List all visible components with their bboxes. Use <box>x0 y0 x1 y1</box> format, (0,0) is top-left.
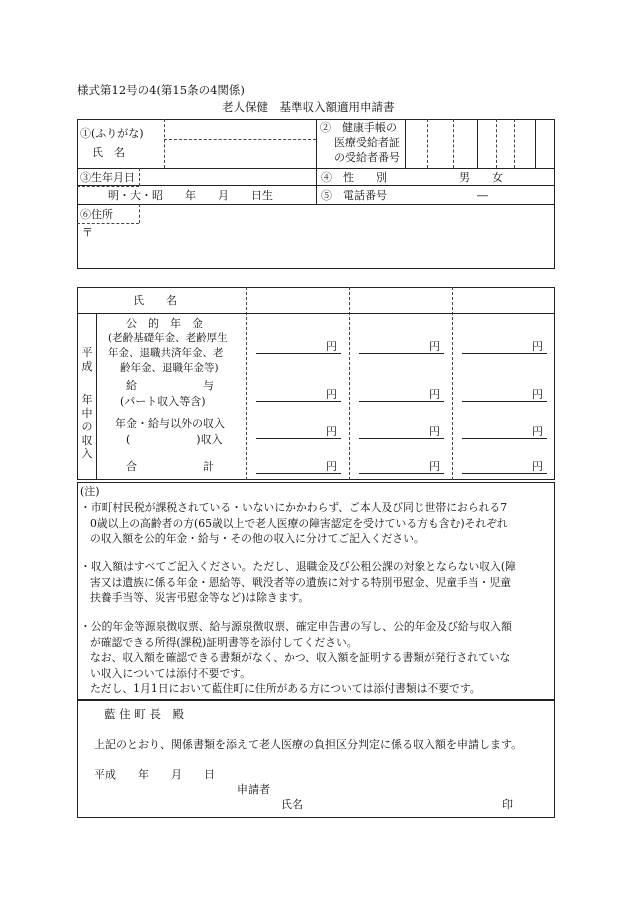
seal-mark: 印 <box>502 798 513 811</box>
application-body: 上記のとおり、関係書類を添えて老人医療の負担区分判定に係る収入額を申請します。 <box>94 738 523 751</box>
address-label: ⑥住所 <box>80 208 113 221</box>
other-income-desc: ( )収入 <box>126 433 223 446</box>
yen-pension-3: 円 <box>532 340 543 353</box>
sex-label: ④ 性 別 <box>321 171 387 184</box>
birth-value: 明・大・昭 年 月 日生 <box>108 189 273 202</box>
pension-desc-1: (老齢基礎年金、老齢厚生 <box>108 332 228 344</box>
phone-label: ⑤ 電話番号 <box>321 189 387 202</box>
yen-other-2: 円 <box>429 425 440 438</box>
yen-pension-2: 円 <box>429 340 440 353</box>
pension-label: 公 的 年 金 <box>126 317 203 330</box>
yen-total-2: 円 <box>429 460 440 473</box>
notes-heading: (注) <box>80 485 100 498</box>
salary-desc: (パート収入等含) <box>120 395 206 408</box>
sex-options: 男 女 <box>459 171 503 184</box>
yen-salary-1: 円 <box>326 388 337 401</box>
total-label: 合 計 <box>126 460 214 473</box>
form-number: 様式第12号の4(第15条の4関係) <box>77 83 245 97</box>
pension-desc-2: 年金、退職共済年金、老 <box>108 347 224 359</box>
addressee: 藍 住 町 長 殿 <box>104 707 184 721</box>
yen-total-1: 円 <box>326 460 337 473</box>
name-label: 氏 名 <box>92 146 125 159</box>
birth-label: ③生年月日 <box>80 171 135 184</box>
yen-other-1: 円 <box>326 425 337 438</box>
income-period-label-2: 年中の収入 <box>81 393 93 461</box>
yen-other-3: 円 <box>532 425 543 438</box>
income-period-label-1: 平成 <box>81 346 93 373</box>
note-1: ・市町村民税が課税されている・いないにかかわらず、ご本人及び同じ世帯におられる7 0歳以上の高齢者の方(65歳以上で老人医療の障害認定を受けている方も含む)それぞれ の収入額を公的年金・給与・その他の収入に分けてご記入ください。 <box>80 501 508 545</box>
other-income-label: 年金・給与以外の収入 <box>115 417 225 430</box>
salary-label: 給 与 <box>126 379 214 392</box>
form-title: 老人保健 基準収入額適用申請書 <box>222 100 395 114</box>
yen-salary-3: 円 <box>532 388 543 401</box>
applicant-name-label: 氏名 <box>281 798 303 811</box>
postal-mark: 〒 <box>82 226 93 239</box>
insurance-label-3: の受給者番号 <box>334 151 400 164</box>
insurance-label-1: ② 健康手帳の <box>320 121 397 134</box>
insurance-label-2: 医療受給者証 <box>334 136 400 149</box>
yen-salary-2: 円 <box>429 388 440 401</box>
application-date: 平成 年 月 日 <box>94 768 215 781</box>
pension-desc-3: 齢年金、退職年金等) <box>120 362 219 374</box>
furigana-label: ①(ふりがな) <box>80 127 144 140</box>
income-name-header: 氏 名 <box>133 294 177 307</box>
note-2: ・収入額はすべてご記入ください。ただし、退職金及び公租公課の対象とならない収入(障 害又は遺族に係る年金・恩給等、戦没者等の遺族に対する特別弔慰金、児童手当・児童 扶養手当等、災害弔慰金等など)は除きます。 <box>80 560 516 604</box>
phone-value: ― <box>477 189 488 202</box>
yen-pension-1: 円 <box>326 340 337 353</box>
yen-total-3: 円 <box>532 460 543 473</box>
applicant-label: 申請者 <box>237 783 270 796</box>
note-3: ・公的年金等源泉徴収票、給与源泉徴収票、確定申告書の写し、公的年金及び給与収入額 が確認できる所得(課税)証明書等を添付してください。 なお、収入額を確認できる書類がなく、かつ、収入額を証明する書類が発行されていな い収入については添付不要です。 ただし、1月1日において藍住町に住所がある方については添付書類は不要です。 <box>80 620 512 695</box>
